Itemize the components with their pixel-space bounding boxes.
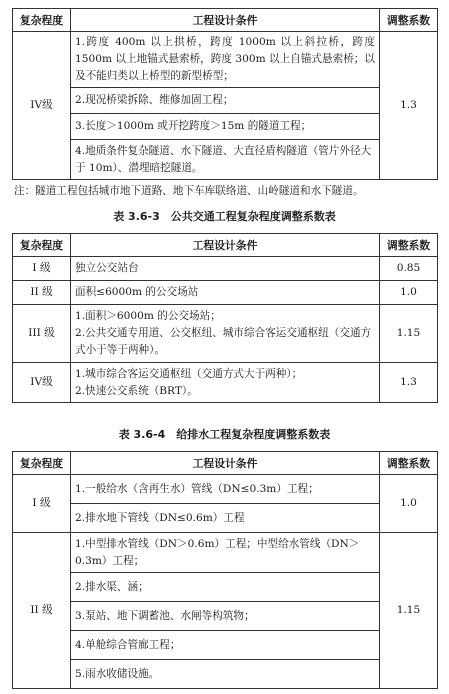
table-row [13,140,438,180]
table-row [13,504,438,533]
header-condition: 工程设计条件 [71,9,380,32]
table-row [13,305,438,363]
table-row [13,32,438,88]
table-row [13,631,438,660]
level-cell: IV级 [13,363,71,403]
table-row [13,660,438,689]
table-row [13,88,438,114]
header-coefficient: 调整系数 [380,9,438,32]
water-table [12,451,438,689]
header-complexity: 复杂程度 [13,234,71,257]
condition-cell: 1.跨度 400m 以上拱桥，跨度 1000m 以上斜拉桥，跨度1500m 以上地锚式悬索桥，跨度 300m 以上自锚式悬索桥；以及不能归类以上桥型的新型桥型； [71,32,380,88]
table-row [13,257,438,281]
table-caption-transit: 表 3.6-3 公共交通工程复杂程度调整系数表 [113,210,336,223]
coefficient-cell: 1.0 [380,475,438,533]
condition-cell: 2.现况桥梁拆除、维修加固工程； [71,88,380,114]
condition-cell: 面积≤6000m 的公交场站 [71,281,380,305]
table-header-row [13,9,438,32]
condition-cell: 2.排水渠、涵； [71,573,380,602]
table-row [13,602,438,631]
header-condition: 工程设计条件 [71,234,380,257]
condition-cell: 5.雨水收储设施。 [71,660,380,689]
condition-cell: 2.排水地下管线（DN≤0.6m）工程 [71,504,380,533]
table-header-row [13,452,438,475]
level-cell: I 级 [13,257,71,281]
table-row [13,114,438,140]
header-coefficient: 调整系数 [380,452,438,475]
condition-cell: 1.面积＞6000m 的公交场站； 2.公共交通专用道、公交枢纽、城市综合客运交通枢纽（交通方式小于等于两种）。 [71,305,380,363]
table-header-row [13,234,438,257]
condition-cell: 1.城市综合客运交通枢纽（交通方式大于两种）； 2.快速公交系统（BRT）。 [71,363,380,403]
level-cell: III 级 [13,305,71,363]
coefficient-cell: 1.0 [380,281,438,305]
transit-table [12,233,438,403]
condition-cell: 3.泵站、地下调蓄池、水闸等构筑物； [71,602,380,631]
table-note: 注：隧道工程包括城市地下道路、地下车库联络道、山岭隧道和水下隧道。 [14,185,364,197]
condition-cell: 3.长度＞1000m 或开挖跨度＞15m 的隧道工程； [71,114,380,140]
condition-cell: 1.中型排水管线（DN＞0.6m）工程；中型给水管线（DN＞0.3m）工程； [71,533,380,573]
table-row [13,475,438,504]
coefficient-cell: 1.15 [380,305,438,363]
header-complexity: 复杂程度 [13,9,71,32]
level-cell: II 级 [13,281,71,305]
bridge-tunnel-table [12,8,438,180]
table-caption-water: 表 3.6-4 给排水工程复杂程度调整系数表 [118,428,331,441]
level-cell: IV级 [13,32,71,180]
table-row [13,363,438,403]
coefficient-cell: 1.3 [380,32,438,180]
table-row [13,281,438,305]
coefficient-cell: 1.3 [380,363,438,403]
level-cell: II 级 [13,533,71,689]
coefficient-cell: 1.15 [380,533,438,689]
header-condition: 工程设计条件 [71,452,380,475]
header-coefficient: 调整系数 [380,234,438,257]
coefficient-cell: 0.85 [380,257,438,281]
condition-cell: 4.单舱综合管廊工程； [71,631,380,660]
level-cell: I 级 [13,475,71,533]
table-row [13,573,438,602]
condition-cell: 1.一般给水（含再生水）管线（DN≤0.3m）工程； [71,475,380,504]
condition-cell: 4.地质条件复杂隧道、水下隧道、大直径盾构隧道（管片外径大于 10m）、潜埋暗挖隧道。 [71,140,380,180]
table-row [13,533,438,573]
header-complexity: 复杂程度 [13,452,71,475]
condition-cell: 独立公交站台 [71,257,380,281]
